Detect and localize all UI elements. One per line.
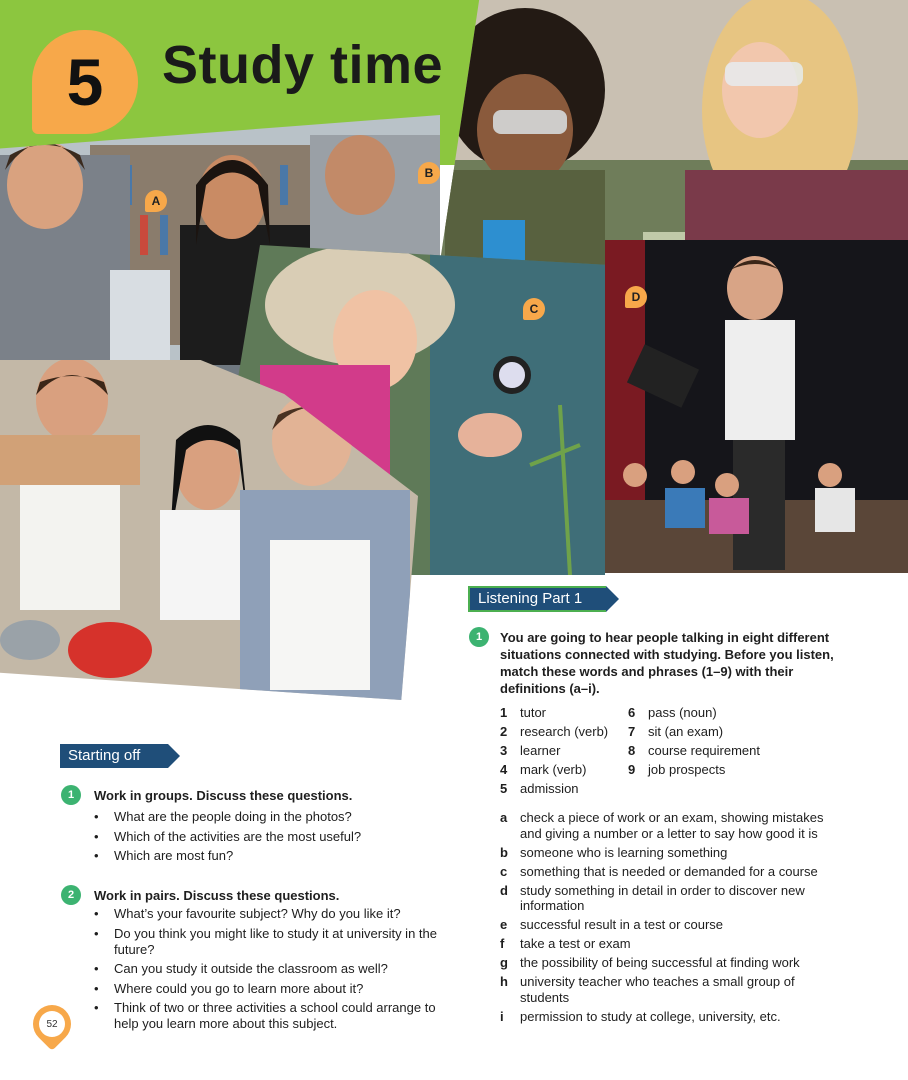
definition-item: h university teacher who teaches a small group of students <box>500 974 795 1005</box>
definition-item: c something that is needed or demanded for a course <box>500 863 818 879</box>
word-list-column-1 <box>500 703 625 798</box>
photo-label-a: A <box>145 190 167 212</box>
definition-item: g the possibility of being successful at finding work <box>500 955 800 970</box>
word-item: 3 learner <box>500 743 561 758</box>
definition-item: f take a test or exam <box>500 936 631 951</box>
word-list-column-2 <box>628 703 808 779</box>
list-item: • What’s your favourite subject? Why do you like it? <box>92 906 437 922</box>
question-1-list <box>92 809 437 868</box>
listening-part-1-heading: Listening Part 1 <box>468 586 606 612</box>
word-item: 8 course requirement <box>628 743 760 758</box>
word-item: 5 admission <box>500 781 579 796</box>
word-item: 6 pass (noun) <box>628 705 717 720</box>
photo-d-drama <box>605 240 908 573</box>
definitions-list <box>500 810 840 1028</box>
list-item: • Can you study it outside the classroom as well? <box>92 961 437 977</box>
question-2-instruction: Work in pairs. Discuss these questions. <box>94 888 340 903</box>
word-item: 7 sit (an exam) <box>628 724 724 739</box>
photo-label-b: B <box>418 162 440 184</box>
page-title: Study time <box>162 35 444 95</box>
word-item: 2 research (verb) <box>500 724 609 739</box>
list-item: • Which of the activities are the most useful? <box>92 829 437 845</box>
unit-number: 5 <box>66 45 104 119</box>
list-item: • Do you think you might like to study it at university in the future? <box>92 926 437 958</box>
definition-item: a check a piece of work or an exam, showing mistakes and giving a number or a letter to say how good it is <box>500 810 824 841</box>
word-item: 9 job prospects <box>628 762 726 777</box>
definition-item: i permission to study at college, university, etc. <box>500 1008 781 1024</box>
question-1-number: 1 <box>61 785 81 805</box>
question-2-list <box>92 906 437 1036</box>
listening-question-1-number: 1 <box>469 627 489 647</box>
photo-label-c: C <box>523 298 545 320</box>
question-1-instruction: Work in groups. Discuss these questions. <box>94 788 353 803</box>
list-item: • Think of two or three activities a school could arrange to help you learn more about this subject. <box>92 1000 437 1032</box>
unit-number-badge <box>32 30 138 134</box>
starting-off-heading: Starting off <box>60 744 168 768</box>
listening-question-1-instruction: You are going to hear people talking in eight different situations connected with studying. Before you listen, match these words and phrases (1–9) with their definitions (a–i). <box>500 630 834 696</box>
word-item: 4 mark (verb) <box>500 762 587 777</box>
word-item: 1 tutor <box>500 705 547 720</box>
list-item: • Where could you go to learn more about it? <box>92 981 437 997</box>
question-2-number: 2 <box>61 885 81 905</box>
list-item: • Which are most fun? <box>92 848 437 864</box>
photo-label-d: D <box>625 286 647 308</box>
definition-item: e successful result in a test or course <box>500 917 724 932</box>
page-number: 52 <box>39 1011 65 1037</box>
definition-item: b someone who is learning something <box>500 844 728 860</box>
list-item: • What are the people doing in the photos? <box>92 809 437 825</box>
definition-item: d study something in detail in order to discover new information <box>500 882 805 913</box>
